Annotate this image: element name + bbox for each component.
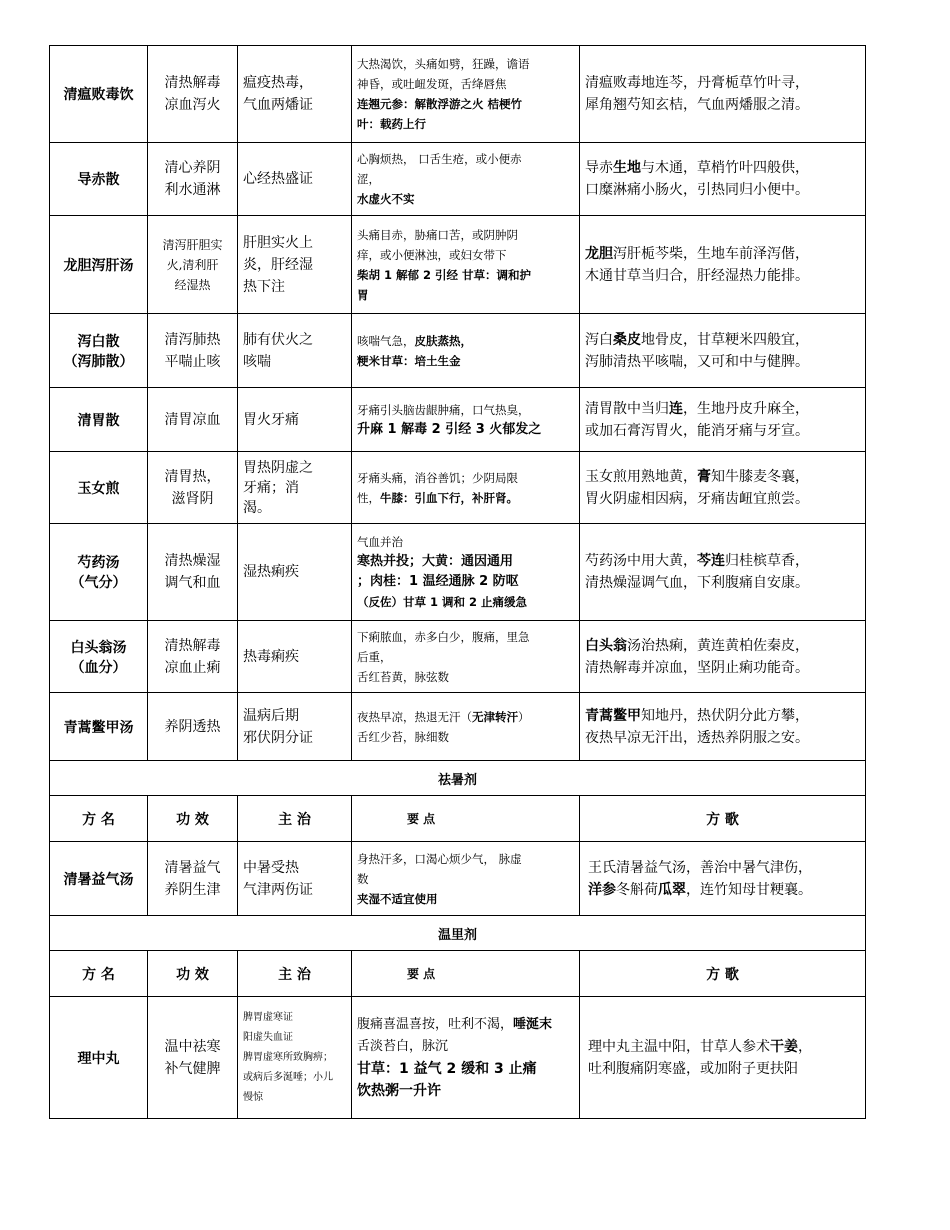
formula-song: 导赤生地与木通，草梢竹叶四般供， 口糜淋痛小肠火，引热同归小便中。	[580, 143, 866, 216]
formula-indication: 脾胃虚寒证 阳虚失血证 脾胃虚寒所致胸痹； 或病后多涎唾；小儿 慢惊	[238, 997, 352, 1119]
formula-name: 清暑益气汤	[50, 842, 148, 916]
table-row	[50, 621, 866, 693]
formula-key-points: 腹痛喜温喜按，吐利不渴，唾涎末 舌淡苔白，脉沉 甘草：1 益气 2 缓和 3 止痛 饮热粥一升许	[352, 997, 580, 1119]
header-points: 要 点	[352, 796, 580, 842]
formula-indication: 中暑受热 气津两伤证	[238, 842, 352, 916]
formula-effect: 清暑益气 养阴生津	[148, 842, 238, 916]
formula-song: 白头翁汤治热痢，黄连黄柏佐秦皮， 清热解毒并凉血，坚阴止痢功能奇。	[580, 621, 866, 693]
table-row	[50, 46, 866, 143]
section-row	[50, 916, 866, 951]
formula-effect: 清泻肝胆实 火,清利肝 经湿热	[148, 216, 238, 314]
table-row	[50, 388, 866, 452]
formula-indication: 温病后期 邪伏阴分证	[238, 693, 352, 761]
formula-key-points: 夜热早凉，热退无汗（无津转汗） 舌红少苔，脉细数	[352, 693, 580, 761]
formula-song: 王氏清暑益气汤，善治中暑气津伤， 洋参冬斛荷瓜翠，连竹知母甘粳襄。	[580, 842, 866, 916]
formula-key-points: 头痛目赤，胁痛口苦，或阴肿阴 痒，或小便淋浊，或妇女带下 柴胡 1 解郁 2 引经 甘草：调和护 胃	[352, 216, 580, 314]
formula-song: 清瘟败毒地连芩，丹膏栀草竹叶寻， 犀角翘芍知玄桔，气血两燔服之清。	[580, 46, 866, 143]
formula-name: 理中丸	[50, 997, 148, 1119]
header-indication: 主 治	[238, 796, 352, 842]
formula-song: 青蒿鳖甲知地丹，热伏阴分此方攀， 夜热早凉无汗出，透热养阴服之安。	[580, 693, 866, 761]
formula-name: 青蒿鳖甲汤	[50, 693, 148, 761]
header-points: 要 点	[352, 951, 580, 997]
formula-name: 芍药汤 （气分）	[50, 524, 148, 621]
formula-effect: 清泻肺热 平喘止咳	[148, 314, 238, 388]
section-row	[50, 761, 866, 796]
formula-effect: 清热解毒 凉血止痢	[148, 621, 238, 693]
formula-song: 泻白桑皮地骨皮，甘草粳米四般宜， 泻肺清热平咳喘，又可和中与健脾。	[580, 314, 866, 388]
table-header-row	[50, 796, 866, 842]
formula-key-points: 牙痛引头脑齿龈肿痛，口气热臭， 升麻 1 解毒 2 引经 3 火郁发之	[352, 388, 580, 452]
formula-key-points: 咳喘气急，皮肤蒸热， 粳米甘草：培土生金	[352, 314, 580, 388]
formula-effect: 清胃热， 滋肾阴	[148, 452, 238, 524]
formula-key-points: 牙痛头痛，消谷善饥；少阴局限 性，牛膝：引血下行，补肝肾。	[352, 452, 580, 524]
formula-name: 龙胆泻肝汤	[50, 216, 148, 314]
table-row	[50, 524, 866, 621]
formula-effect: 养阴透热	[148, 693, 238, 761]
table-row	[50, 452, 866, 524]
formula-key-points: 心胸烦热， 口舌生疮，或小便赤 涩， 水虚火不实	[352, 143, 580, 216]
header-name: 方 名	[50, 951, 148, 997]
formula-song: 芍药汤中用大黄，芩连归桂槟草香， 清热燥湿调气血，下利腹痛自安康。	[580, 524, 866, 621]
formula-indication: 瘟疫热毒， 气血两燔证	[238, 46, 352, 143]
formula-name: 导赤散	[50, 143, 148, 216]
formula-indication: 肝胆实火上 炎，肝经湿 热下注	[238, 216, 352, 314]
table-row	[50, 842, 866, 916]
formula-key-points: 气血并治 寒热并投；大黄：通因通用 ；肉桂：1 温经通脉 2 防呕 （反佐）甘草 1 调和 2 止痛缓急	[352, 524, 580, 621]
table-header-row	[50, 951, 866, 997]
header-effect: 功 效	[148, 951, 238, 997]
header-song: 方 歌	[580, 951, 866, 997]
formula-name: 泻白散 （泻肺散）	[50, 314, 148, 388]
table-row	[50, 216, 866, 314]
table-row	[50, 997, 866, 1119]
formula-indication: 湿热痢疾	[238, 524, 352, 621]
table-row	[50, 314, 866, 388]
formula-indication: 热毒痢疾	[238, 621, 352, 693]
formula-effect: 清热燥湿 调气和血	[148, 524, 238, 621]
formula-indication: 胃火牙痛	[238, 388, 352, 452]
formula-name: 清胃散	[50, 388, 148, 452]
formula-name: 玉女煎	[50, 452, 148, 524]
formula-song: 玉女煎用熟地黄，膏知牛膝麦冬襄， 胃火阴虚相因病，牙痛齿衄宜煎尝。	[580, 452, 866, 524]
formula-key-points: 大热渴饮，头痛如劈，狂躁，谵语 神昏，或吐衄发斑，舌绛唇焦 连翘元参：解散浮游之火 桔梗竹 叶：载药上行	[352, 46, 580, 143]
formula-table	[49, 45, 866, 1119]
formula-name: 清瘟败毒饮	[50, 46, 148, 143]
header-effect: 功 效	[148, 796, 238, 842]
header-name: 方 名	[50, 796, 148, 842]
formula-effect: 清热解毒 凉血泻火	[148, 46, 238, 143]
formula-indication: 肺有伏火之 咳喘	[238, 314, 352, 388]
header-song: 方 歌	[580, 796, 866, 842]
section-title: 祛暑剂	[50, 761, 866, 796]
table-row	[50, 693, 866, 761]
formula-song: 清胃散中当归连，生地丹皮升麻全， 或加石膏泻胃火，能消牙痛与牙宣。	[580, 388, 866, 452]
header-indication: 主 治	[238, 951, 352, 997]
formula-key-points: 下痢脓血，赤多白少，腹痛，里急 后重， 舌红苔黄，脉弦数	[352, 621, 580, 693]
formula-indication: 心经热盛证	[238, 143, 352, 216]
section-title: 温里剂	[50, 916, 866, 951]
formula-effect: 清胃凉血	[148, 388, 238, 452]
formula-effect: 温中祛寒 补气健脾	[148, 997, 238, 1119]
formula-key-points: 身热汗多，口渴心烦少气， 脉虚 数 夹湿不适宜使用	[352, 842, 580, 916]
formula-song: 理中丸主温中阳，甘草人参术干姜， 吐利腹痛阴寒盛，或加附子更扶阳	[580, 997, 866, 1119]
formula-song: 龙胆泻肝栀芩柴，生地车前泽泻偕， 木通甘草当归合，肝经湿热力能排。	[580, 216, 866, 314]
table-row	[50, 143, 866, 216]
formula-effect: 清心养阴 利水通淋	[148, 143, 238, 216]
formula-name: 白头翁汤 （血分）	[50, 621, 148, 693]
formula-indication: 胃热阴虚之 牙痛；消 渴。	[238, 452, 352, 524]
